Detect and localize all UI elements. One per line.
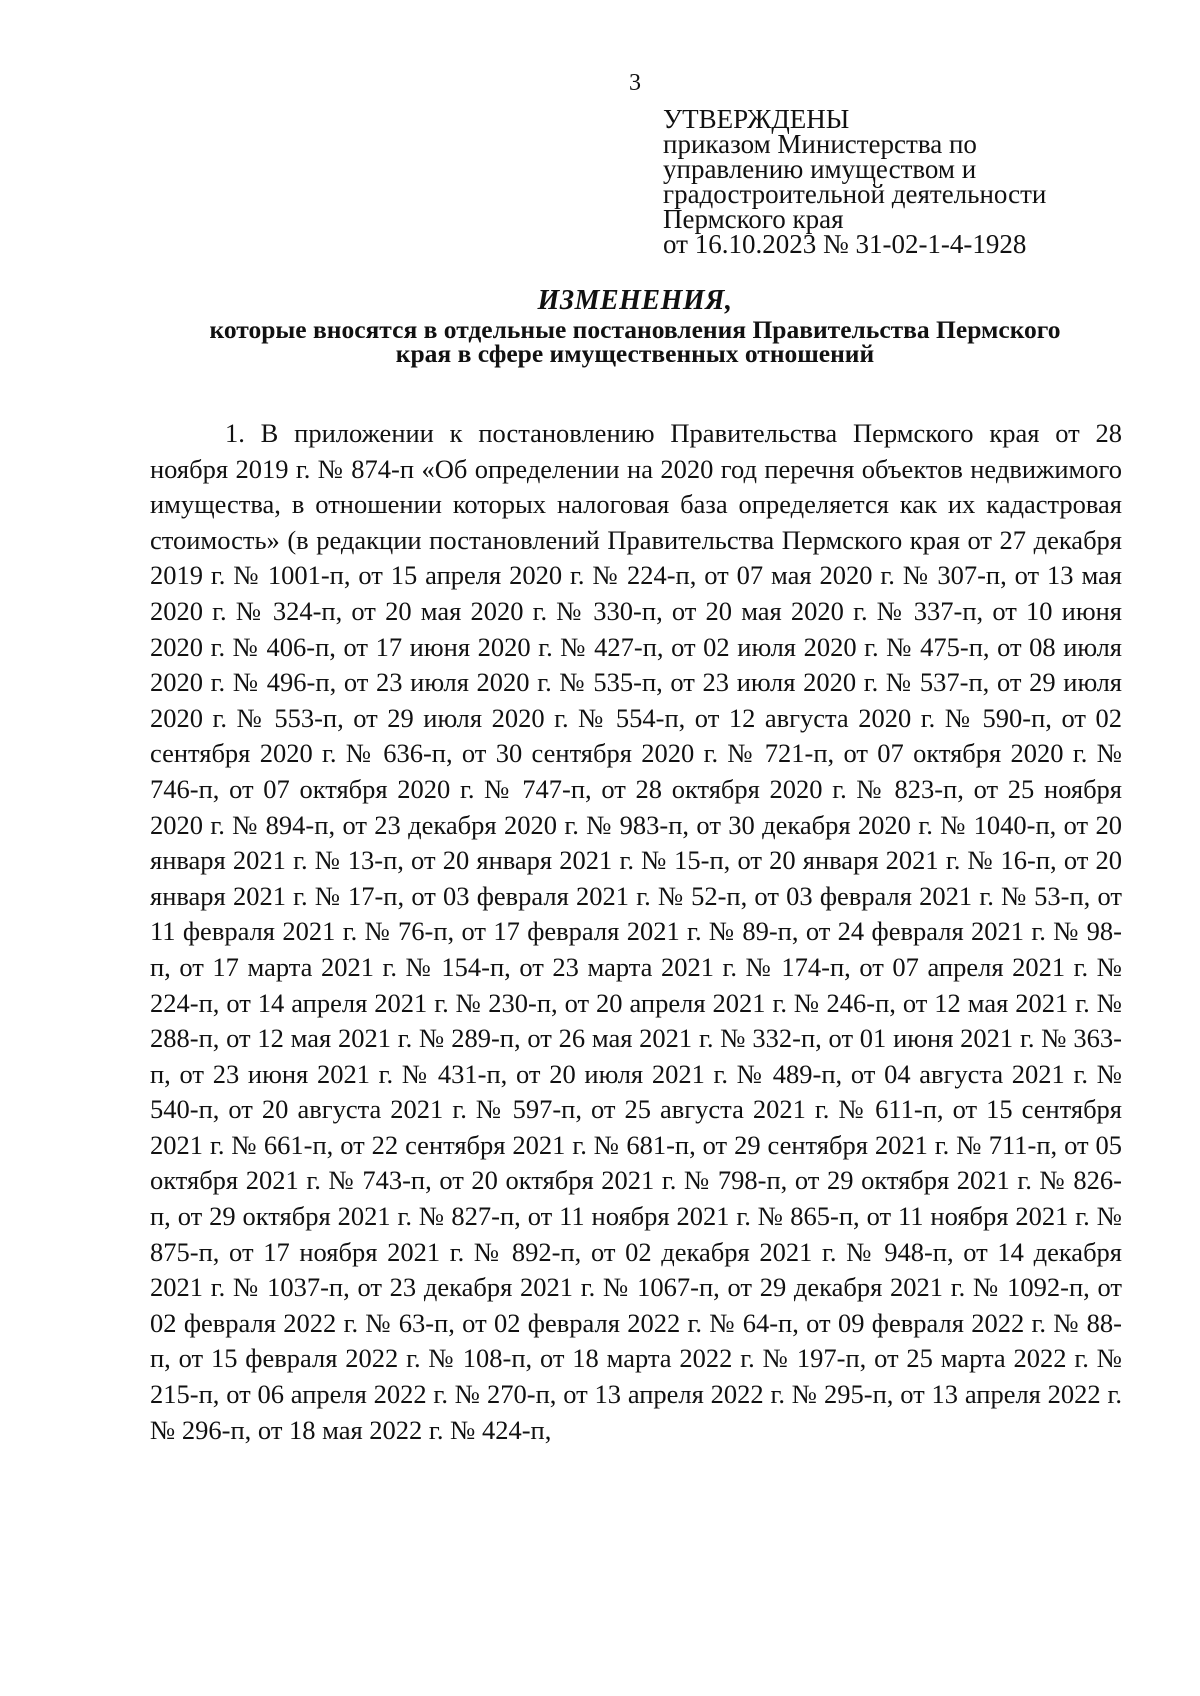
heading-title: ИЗМЕНЕНИЯ, (537, 285, 733, 316)
approval-line: управлению имуществом и (663, 154, 977, 184)
heading-subtitle-line-2: края в сфере имущественных отношений (395, 339, 875, 368)
approval-line: от 16.10.2023 № 31-02-1-4-1928 (663, 229, 1027, 259)
approval-line: приказом Министерства по (663, 129, 977, 159)
approval-line: градостроительной деятельности (663, 179, 1047, 209)
body-paragraph: 1. В приложении к постановлению Правительства Пермского края от 28 ноября 2019 г. № 874-п «Об определении на 2020 год перечня объектов недвижимого имущества, в отношении которых налоговая база определяется как их кадастровая стоимость» (в редакции постановлений Правительства Пермского края от 27 декабря 2019 г. № 1001-п, от 15 апреля 2020 г. № 224-п, от 07 мая 2020 г. № 307-п, от 13 мая 2020 г. № 324-п, от 20 мая 2020 г. № 330-п, от 20 мая 2020 г. № 337-п, от 10 июня 2020 г. № 406-п, от 17 июня 2020 г. № 427-п, от 02 июля 2020 г. № 475-п, от 08 июля 2020 г. № 496-п, от 23 июля 2020 г. № 535-п, от 23 июля 2020 г. № 537-п, от 29 июля 2020 г. № 553-п, от 29 июля 2020 г. № 554-п, от 12 августа 2020 г. № 590-п, от 02 сентября 2020 г. № 636-п, от 30 сентября 2020 г. № 721-п, от 07 октября 2020 г. № 746-п, от 07 октября 2020 г. № 747-п, от 28 октября 2020 г. № 823-п, от 25 ноября 2020 г. № 894-п, от 23 декабря 2020 г. № 983-п, от 30 декабря 2020 г. № 1040-п, от 20 января 2021 г. № 13-п, от 20 января 2021 г. № 15-п, от 20 января 2021 г. № 16-п, от 20 января 2021 г. № 17-п, от 03 февраля 2021 г. № 52-п, от 03 февраля 2021 г. № 53-п, от 11 февраля 2021 г. № 76-п, от 17 февраля 2021 г. № 89-п, от 24 февраля 2021 г. № 98-п, от 17 марта 2021 г. № 154-п, от 23 марта 2021 г. № 174-п, от 07 апреля 2021 г. № 224-п, от 14 апреля 2021 г. № 230-п, от 20 апреля 2021 г. № 246-п, от 12 мая 2021 г. № 288-п, от 12 мая 2021 г. № 289-п, от 26 мая 2021 г. № 332-п, от 01 июня 2021 г. № 363-п, от 23 июня 2021 г. № 431-п, от 20 июля 2021 г. № 489-п, от 04 августа 2021 г. № 540-п, от 20 августа 2021 г. № 597-п, от 25 августа 2021 г. № 611-п, от 15 сентября 2021 г. № 661-п, от 22 сентября 2021 г. № 681-п, от 29 сентября 2021 г. № 711-п, от 05 октября 2021 г. № 743-п, от 20 октября 2021 г. № 798-п, от 29 октября 2021 г. № 826-п, от 29 октября 2021 г. № 827-п, от 11 ноября 2021 г. № 865-п, от 11 ноября 2021 г. № 875-п, от 17 ноября 2021 г. № 892-п, от 02 декабря 2021 г. № 948-п, от 14 декабря 2021 г. № 1037-п, от 23 декабря 2021 г. № 1067-п, от 29 декабря 2021 г. № 1092-п, от 02 февраля 2022 г. № 63-п, от 02 февраля 2022 г. № 64-п, от 09 февраля 2022 г. № 88-п, от 15 февраля 2022 г. № 108-п, от 18 марта 2022 г. № 197-п, от 25 марта 2022 г. № 215-п, от 06 апреля 2022 г. № 270-п, от 13 апреля 2022 г. № 295-п, от 13 апреля 2022 г. № 296-п, от 18 мая 2022 г. № 424-п, (150, 418, 1122, 1445)
heading-subtitle-line-1: которые вносятся в отдельные постановления Правительства Пермского (209, 315, 1061, 344)
approval-line: Пермского края (663, 204, 844, 234)
approval-block (663, 104, 1123, 259)
document-heading (150, 284, 1120, 366)
approval-line: УТВЕРЖДЕНЫ (663, 104, 850, 134)
page-number: 3 (629, 70, 641, 96)
